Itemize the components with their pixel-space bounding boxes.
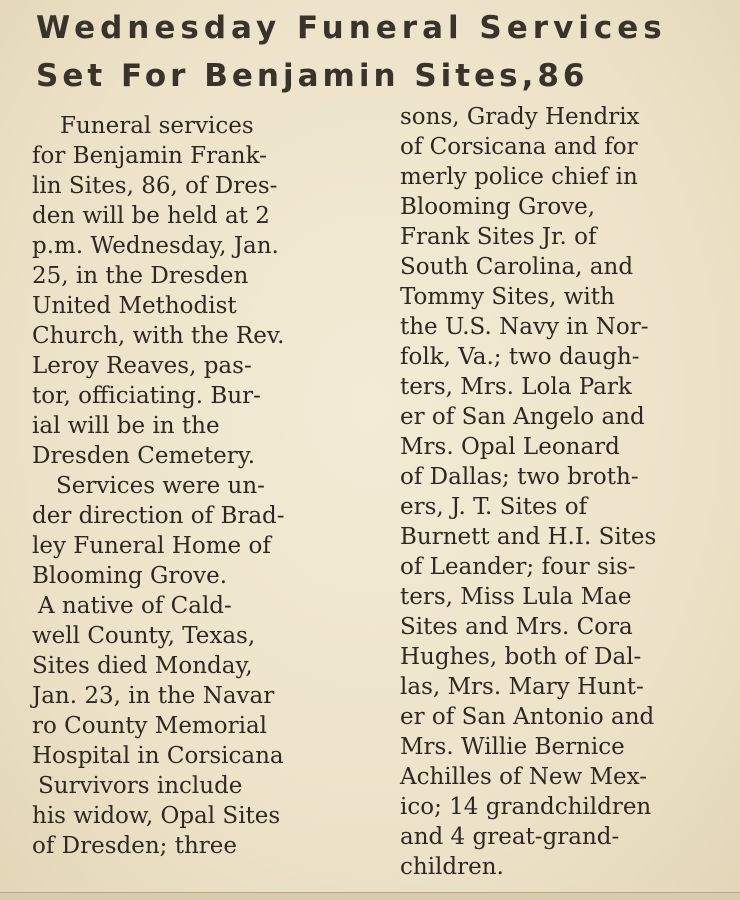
article-text-line: his widow, Opal Sites [32, 803, 281, 829]
article-text-line: p.m. Wednesday, Jan. [32, 233, 279, 259]
article-text-line: Mrs. Willie Bernice [400, 734, 625, 760]
article-text-line: and 4 great-grand- [400, 824, 620, 850]
article-column-right [400, 102, 656, 882]
article-column-left [32, 111, 285, 861]
article-text-line: Funeral services [60, 113, 254, 139]
article-text-line: sons, Grady Hendrix [400, 104, 640, 130]
headline-line-1: Wednesday Funeral Services [36, 10, 667, 46]
article-text-line: of Leander; four sis- [400, 554, 636, 580]
article-text-line: den will be held at 2 [32, 203, 270, 229]
article-text-line: der direction of Brad- [32, 503, 285, 529]
article-text-line: 25, in the Dresden [32, 263, 249, 289]
article-text-line: children. [400, 854, 504, 880]
article-text-line: ers, J. T. Sites of [400, 494, 588, 520]
article-text-line: Blooming Grove, [400, 194, 596, 220]
article-text-line: Jan. 23, in the Navar [32, 683, 275, 709]
article-text-line: Blooming Grove. [32, 563, 228, 589]
article-text-line: ters, Miss Lula Mae [400, 584, 632, 610]
article-text-line: folk, Va.; two daugh- [400, 344, 640, 370]
bottom-edge-rule [0, 892, 740, 900]
article-text-line: ley Funeral Home of [32, 533, 271, 559]
article-text-line: A native of Cald- [38, 593, 232, 619]
article-text-line: ro County Memorial [32, 713, 268, 739]
article-text-line: lin Sites, 86, of Dres- [32, 173, 278, 199]
article-text-line: Services were un- [56, 473, 265, 499]
article-text-line: Sites and Mrs. Cora [400, 614, 633, 640]
article-text-line: merly police chief in [400, 164, 638, 190]
article-text-line: tor, officiating. Bur- [32, 383, 261, 409]
article-text-line: of Dallas; two broth- [400, 464, 639, 490]
article-text-line: for Benjamin Frank- [32, 143, 267, 169]
article-text-line: well County, Texas, [32, 623, 256, 649]
article-text-line: Dresden Cemetery. [32, 443, 256, 469]
article-text-line: of Corsicana and for [400, 134, 638, 160]
article-text-line: Burnett and H.I. Sites [400, 524, 657, 550]
article-text-line: Leroy Reaves, pas- [32, 353, 252, 379]
article-text-line: ial will be in the [32, 413, 220, 439]
article-text-line: Sites died Monday, [32, 653, 253, 679]
headline-line-2: Set For Benjamin Sites,86 [36, 58, 589, 94]
article-text-line: Frank Sites Jr. of [400, 224, 597, 250]
article-text-line: South Carolina, and [400, 254, 634, 280]
article-text-line: Mrs. Opal Leonard [400, 434, 620, 460]
article-text-line: las, Mrs. Mary Hunt- [400, 674, 644, 700]
article-text-line: Church, with the Rev. [32, 323, 285, 349]
article-text-line: Tommy Sites, with [400, 284, 615, 310]
article-text-line: of Dresden; three [32, 833, 238, 859]
article-text-line: er of San Antonio and [400, 704, 655, 730]
article-text-line: Hughes, both of Dal- [400, 644, 642, 670]
article-text-line: United Methodist [32, 293, 237, 319]
article-text-line: ico; 14 grandchildren [400, 794, 652, 820]
article-text-line: Achilles of New Mex- [400, 764, 648, 790]
article-text-line: er of San Angelo and [400, 404, 645, 430]
article-text-line: ters, Mrs. Lola Park [400, 374, 632, 400]
article-text-line: Hospital in Corsicana [32, 743, 284, 769]
article-text-line: the U.S. Navy in Nor- [400, 314, 649, 340]
article-text-line: Survivors include [38, 773, 243, 799]
